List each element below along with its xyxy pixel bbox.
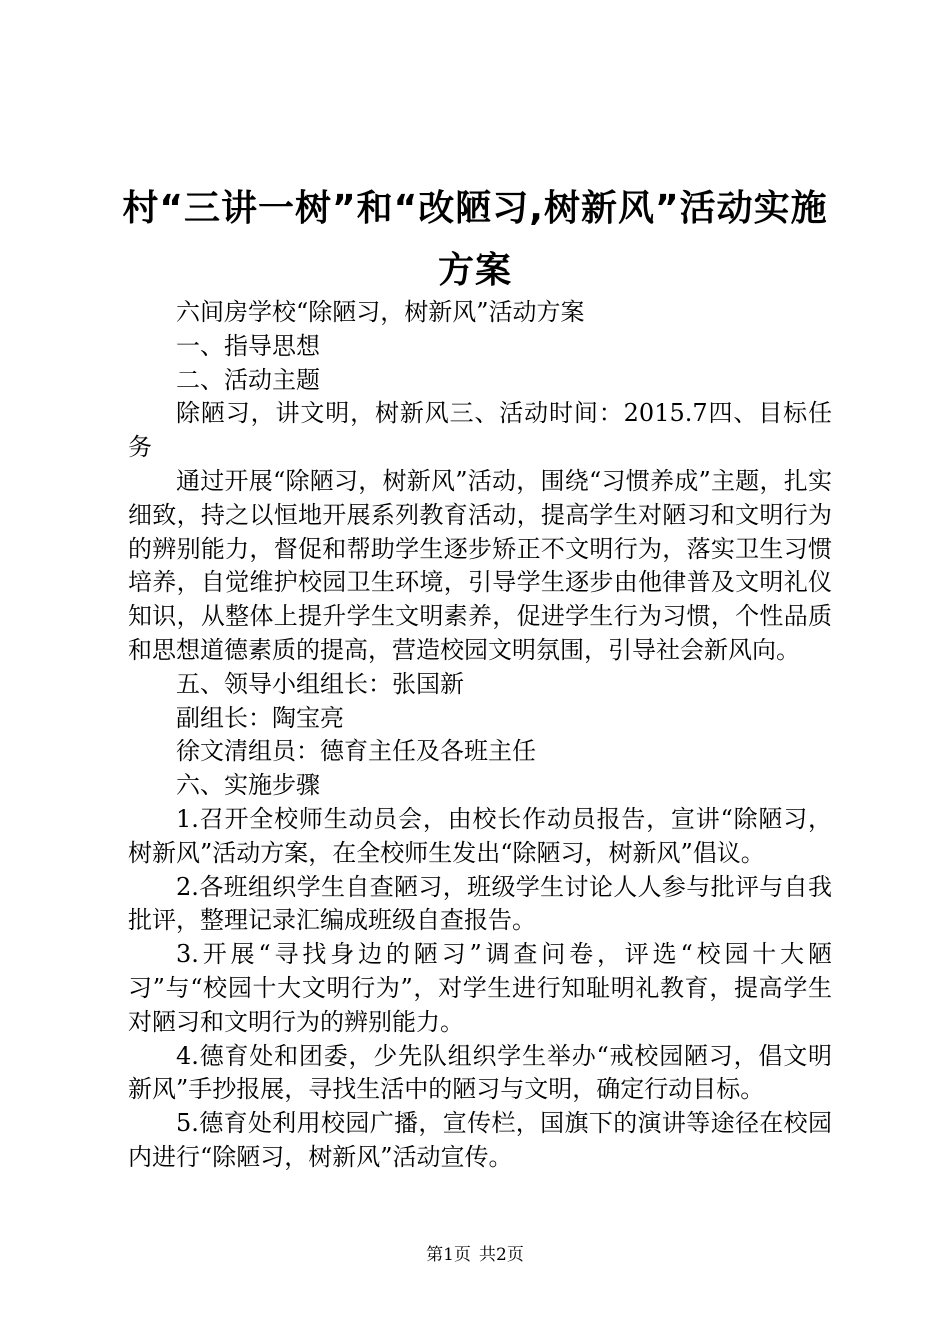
paragraph-step-4: 4.德育处和团委，少先队组织学生举办“戒校园陋习，倡文明新风”手抄报展，寻找生活中的陋习与文明，确定行动目标。 [128,1041,832,1104]
paragraph-section-2: 二、活动主题 [176,365,320,394]
document-body [128,296,832,1175]
paragraph-theme-time: 除陋习，讲文明，树新风三、活动时间：2015.7四、目标任务 [128,399,832,462]
paragraph-deputy: 副组长：陶宝亮 [176,703,344,732]
paragraph-step-5: 5.德育处利用校园广播，宣传栏，国旗下的演讲等途径在校园内进行“除陋习，树新风”活动宣传。 [128,1109,832,1171]
page-footer [0,1243,950,1267]
paragraph-goals: 通过开展“除陋习，树新风”活动，围绕“习惯养成”主题，扎实细致，持之以恒地开展系列教育活动，提高学生对陋习和文明行为的辨别能力，督促和帮助学生逐步矫正不文明行为，落实卫生习惯培养，自觉维护校园卫生环境，引导学生逐步由他律普及文明礼仪知识，从整体上提升学生文明素养，促进学生行为习惯，个性品质和思想道德素质的提高，营造校园文明氛围，引导社会新风向。 [128,466,832,664]
paragraph-section-1: 一、指导思想 [176,331,320,360]
page-number-current: 第1页 [426,1245,471,1265]
document-title: 村“三讲一树”和“改陋习,树新风”活动实施方案 [122,188,828,291]
page-number-total: 共2页 [479,1245,524,1265]
paragraph-members: 徐文清组员：德育主任及各班主任 [176,737,536,766]
paragraph-heading: 六间房学校“除陋习，树新风”活动方案 [176,298,585,326]
paragraph-step-3: 3.开展“寻找身边的陋习”调查问卷，评选“校园十大陋习”与“校园十大文明行为”，对学生进行知耻明礼教育，提高学生对陋习和文明行为的辨别能力。 [128,940,832,1036]
paragraph-leader: 五、领导小组组长：张国新 [176,669,464,698]
paragraph-section-6: 六、实施步骤 [176,771,320,800]
paragraph-step-1: 1.召开全校师生动员会，由校长作动员报告，宣讲“除陋习，树新风”活动方案，在全校师生发出“除陋习，树新风”倡议。 [128,804,832,867]
paragraph-step-2: 2.各班组织学生自查陋习，班级学生讨论人人参与批评与自我批评，整理记录汇编成班级自查报告。 [128,872,832,935]
